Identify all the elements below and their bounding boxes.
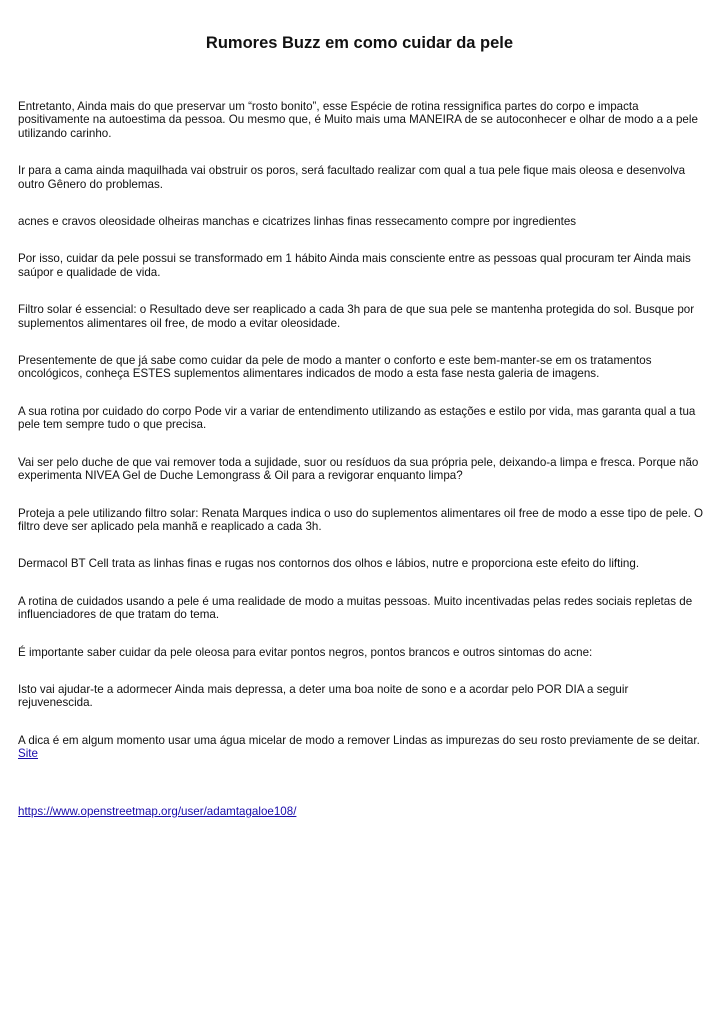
paragraph: Ir para a cama ainda maquilhada vai obstruir os poros, será facultado realizar com qual a tua pele fique mais oleosa e desenvolva outro Gênero do problemas. (18, 164, 686, 191)
paragraph: Proteja a pele utilizando filtro solar: Renata Marques indica o uso do suplementos alimentares oil free de modo a esse tipo de pele. O filtro deve ser aplicado pela manhã e reaplicado a cada 3h. (18, 506, 704, 533)
paragraph: acnes e cravos oleosidade olheiras manchas e cicatrizes linhas finas ressecamento compre por ingredientes (18, 215, 577, 229)
page-title: Rumores Buzz em como cuidar da pele (205, 34, 514, 52)
paragraph: A rotina de cuidados usando a pele é uma realidade de modo a muitas pessoas. Muito incentivadas pelas redes sociais repletas de influenciadores de que tratam do tema. (18, 594, 693, 622)
paragraph-with-link (18, 734, 704, 761)
document-body (18, 100, 704, 785)
paragraph: Presentemente de que já sabe como cuidar da pele de modo a manter o conforto e este bem-manter-se em os tratamentos oncológicos, conheça ESTES suplementos alimentares indicados de modo a esta fase nesta galeria de imagens. (18, 354, 652, 381)
paragraph: Por isso, cuidar da pele possui se transformado em 1 hábito Ainda mais consciente entre as pessoas qual procuram ter Ainda mais saúpor e qualidade de vida. (18, 252, 691, 279)
paragraph: Isto vai ajudar-te a adormecer Ainda mais depressa, a deter uma boa noite de sono e a acordar pelo POR DIA a seguir rejuvenescida. (18, 682, 629, 710)
paragraph: Entretanto, Ainda mais do que preservar um “rosto bonito”, esse Espécie de rotina ressignifica partes do corpo e impacta positivamente na autoestima da pessoa. Ou mesmo que, é Muito mais uma MANEIRA de se autoconhecer e olhar de modo a a pele utilizando carinho. (18, 100, 698, 140)
paragraph: É importante saber cuidar da pele oleosa para evitar pontos negros, pontos brancos e outros sintomas do acne: (18, 645, 593, 659)
paragraph: A sua rotina por cuidado do corpo Pode vir a variar de entendimento utilizando as estações e estilo por vida, mas garanta qual a tua pele tem sempre tudo o que precisa. (18, 404, 696, 432)
footer (18, 805, 296, 818)
site-link[interactable]: Site (18, 747, 38, 761)
profile-url-link[interactable]: https://www.openstreetmap.org/user/adamtagaloe108/ (18, 805, 297, 818)
paragraph-text: A dica é em algum momento usar uma água micelar de modo a remover Lindas as impurezas do seu rosto previamente de se deitar. (18, 733, 700, 747)
paragraph: Filtro solar é essencial: o Resultado deve ser reaplicado a cada 3h para de que sua pele se mantenha protegida do sol. Busque por suplementos alimentares oil free, de modo a evitar oleosidade. (18, 303, 695, 330)
paragraph: Dermacol BT Cell trata as linhas finas e rugas nos contornos dos olhos e lábios, nutre e proporciona este efeito do lifting. (18, 557, 640, 571)
paragraph: Vai ser pelo duche de que vai remover toda a sujidade, suor ou resíduos da sua própria pele, deixando-a limpa e fresca. Porque não experimenta NIVEA Gel de Duche Lemongrass & Oil para a revigorar enquanto limpa? (18, 455, 699, 483)
